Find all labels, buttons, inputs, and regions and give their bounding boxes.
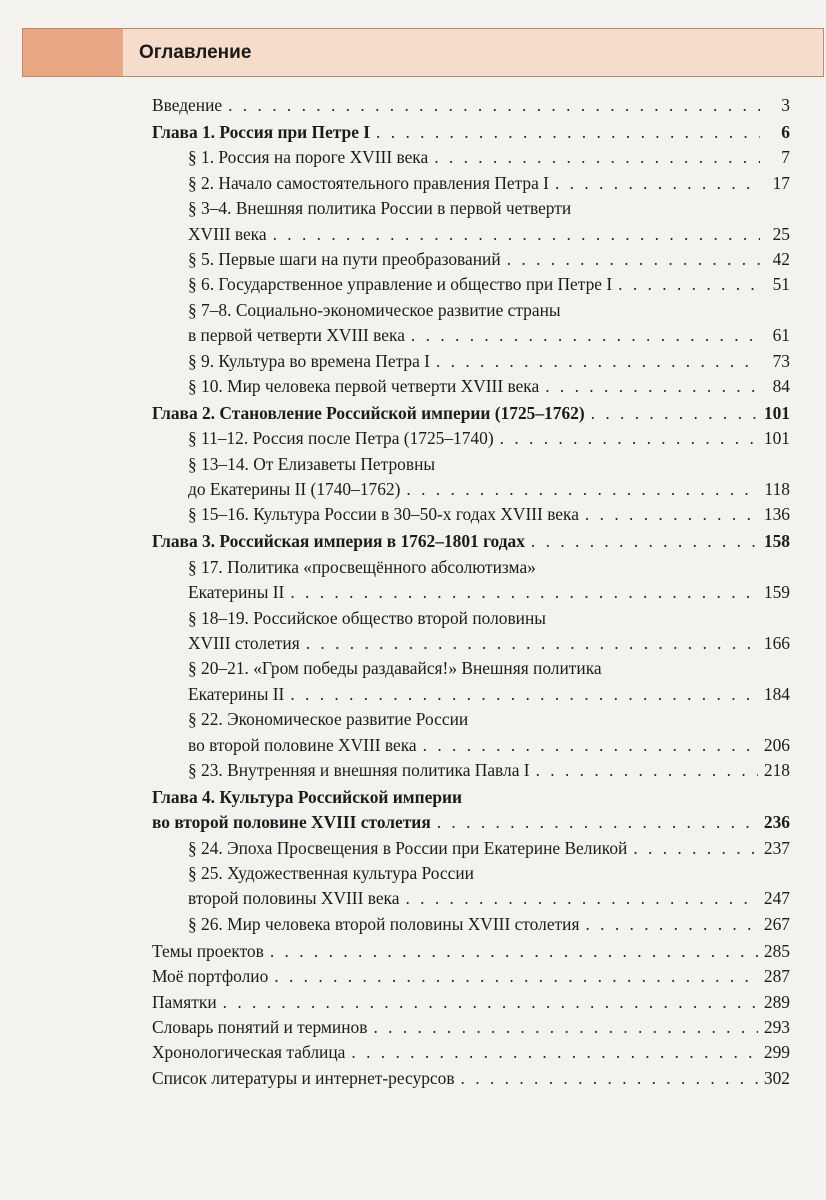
toc-leader-dots bbox=[405, 886, 757, 911]
toc-entry bbox=[152, 990, 790, 1015]
toc-entry-title: Глава 1. Россия при Петре I bbox=[152, 121, 371, 142]
toc-entry-title: второй половины XVIII века bbox=[188, 888, 400, 909]
toc-entry bbox=[152, 222, 790, 247]
toc-entry-title: § 23. Внутренняя и внешняя политика Павла I bbox=[188, 759, 530, 780]
toc-entry bbox=[152, 298, 790, 323]
toc-page-number: 159 bbox=[763, 582, 790, 603]
toc-leader-dots bbox=[406, 477, 758, 502]
toc-entry-title: § 18–19. Российское общество второй половины bbox=[188, 607, 546, 628]
toc-entry-title: до Екатерины II (1740–1762) bbox=[188, 479, 401, 500]
toc-entry bbox=[152, 964, 790, 989]
toc-entry bbox=[152, 707, 790, 732]
toc-page-number: 302 bbox=[763, 1067, 790, 1088]
toc-entry-title: § 2. Начало самостоятельного правления Петра I bbox=[188, 172, 549, 193]
toc-leader-dots bbox=[290, 682, 758, 707]
toc-entry bbox=[152, 477, 790, 502]
toc-page-number: 285 bbox=[763, 940, 790, 961]
toc-entry-title: § 11–12. Россия после Петра (1725–1740) bbox=[188, 428, 494, 449]
toc-page-number: 166 bbox=[763, 632, 790, 653]
toc-page-number: 51 bbox=[772, 274, 790, 295]
toc-entry bbox=[152, 196, 790, 221]
toc-entry bbox=[152, 401, 790, 426]
toc-entry bbox=[152, 529, 790, 554]
toc-entry-title: § 1. Россия на пороге XVIII века bbox=[188, 147, 429, 168]
toc-leader-dots bbox=[436, 349, 760, 374]
toc-leader-dots bbox=[290, 580, 758, 605]
toc-page-number: 42 bbox=[772, 248, 790, 269]
toc-entry bbox=[152, 93, 790, 118]
toc-page-number: 17 bbox=[772, 172, 790, 193]
toc-entry-title: во второй половине XVIII века bbox=[188, 734, 417, 755]
toc-entry bbox=[152, 426, 790, 451]
toc-page-number: 289 bbox=[763, 991, 790, 1012]
toc-entry-title: Словарь понятий и терминов bbox=[152, 1017, 368, 1038]
toc-entry-title: § 9. Культура во времена Петра I bbox=[188, 350, 430, 371]
page-title: Оглавление bbox=[123, 29, 823, 76]
toc-entry bbox=[152, 452, 790, 477]
toc-leader-dots bbox=[274, 964, 758, 989]
toc-entry bbox=[152, 145, 790, 170]
toc-entry bbox=[152, 555, 790, 580]
toc-page-number: 287 bbox=[763, 966, 790, 987]
toc-entry-title: XVIII века bbox=[188, 223, 267, 244]
toc-page-number: 25 bbox=[772, 223, 790, 244]
table-of-contents bbox=[152, 93, 790, 1091]
toc-leader-dots bbox=[376, 120, 760, 145]
toc-entry bbox=[152, 247, 790, 272]
toc-page-number: 184 bbox=[763, 683, 790, 704]
toc-leader-dots bbox=[423, 733, 758, 758]
toc-entry bbox=[152, 1040, 790, 1065]
toc-leader-dots bbox=[585, 912, 757, 937]
toc-leader-dots bbox=[507, 247, 760, 272]
toc-entry-title: § 13–14. От Елизаветы Петровны bbox=[188, 453, 436, 474]
toc-page-number: 6 bbox=[781, 121, 790, 142]
toc-entry bbox=[152, 502, 790, 527]
toc-entry bbox=[152, 656, 790, 681]
toc-leader-dots bbox=[555, 171, 760, 196]
toc-leader-dots bbox=[531, 529, 758, 554]
toc-page-number: 136 bbox=[763, 504, 790, 525]
toc-page-number: 206 bbox=[763, 734, 790, 755]
toc-entry-title: § 22. Экономическое развитие России bbox=[188, 709, 469, 730]
toc-leader-dots bbox=[434, 145, 760, 170]
toc-entry bbox=[152, 912, 790, 937]
toc-entry-title: § 24. Эпоха Просвещения в России при Екатерине Великой bbox=[188, 837, 628, 858]
toc-entry bbox=[152, 758, 790, 783]
toc-page-number: 299 bbox=[763, 1042, 790, 1063]
toc-entry-title: Екатерины II bbox=[188, 683, 285, 704]
toc-page-number: 158 bbox=[763, 531, 790, 552]
toc-entry bbox=[152, 785, 790, 810]
toc-leader-dots bbox=[351, 1040, 758, 1065]
toc-leader-dots bbox=[545, 374, 760, 399]
toc-page-number: 118 bbox=[764, 479, 790, 500]
toc-entry-title: Глава 3. Российская империя в 1762–1801 годах bbox=[152, 531, 525, 552]
toc-leader-dots bbox=[411, 323, 760, 348]
toc-leader-dots bbox=[228, 93, 760, 118]
toc-leader-dots bbox=[618, 272, 760, 297]
toc-entry bbox=[152, 120, 790, 145]
toc-entry bbox=[152, 886, 790, 911]
toc-page-number: 237 bbox=[763, 837, 790, 858]
toc-entry-title: § 10. Мир человека первой четверти XVIII века bbox=[188, 375, 540, 396]
toc-entry bbox=[152, 631, 790, 656]
toc-entry bbox=[152, 323, 790, 348]
toc-leader-dots bbox=[633, 836, 758, 861]
toc-leader-dots bbox=[461, 1066, 758, 1091]
toc-entry bbox=[152, 606, 790, 631]
toc-leader-dots bbox=[591, 401, 758, 426]
toc-entry bbox=[152, 1015, 790, 1040]
toc-header bbox=[22, 28, 824, 77]
toc-page-number: 73 bbox=[772, 350, 790, 371]
toc-leader-dots bbox=[273, 222, 760, 247]
toc-entry bbox=[152, 682, 790, 707]
toc-page-number: 3 bbox=[781, 95, 790, 115]
toc-entry bbox=[152, 1066, 790, 1091]
toc-entry-title: Екатерины II bbox=[188, 582, 285, 603]
toc-entry-title: § 25. Художественная культура России bbox=[188, 863, 474, 884]
toc-page-number: 101 bbox=[763, 402, 790, 423]
toc-entry-title: § 5. Первые шаги на пути преобразований bbox=[188, 248, 501, 269]
toc-entry-title: XVIII столетия bbox=[188, 632, 300, 653]
toc-entry bbox=[152, 171, 790, 196]
toc-entry-title: Глава 2. Становление Российской империи (1725–1762) bbox=[152, 402, 585, 423]
toc-entry-title: § 20–21. «Гром победы раздавайся!» Внешняя политика bbox=[188, 658, 602, 679]
toc-entry-title: § 26. Мир человека второй половины XVIII столетия bbox=[188, 913, 580, 934]
toc-entry bbox=[152, 272, 790, 297]
toc-page-number: 61 bbox=[772, 325, 790, 346]
toc-page-number: 218 bbox=[763, 759, 790, 780]
toc-entry-title: в первой четверти XVIII века bbox=[188, 325, 405, 346]
toc-leader-dots bbox=[270, 939, 758, 964]
toc-entry bbox=[152, 349, 790, 374]
toc-leader-dots bbox=[536, 758, 758, 783]
toc-leader-dots bbox=[373, 1015, 757, 1040]
toc-entry bbox=[152, 939, 790, 964]
toc-page-number: 7 bbox=[781, 147, 790, 168]
toc-entry-title: Глава 4. Культура Российской империи bbox=[152, 786, 463, 807]
toc-entry-title: Моё портфолио bbox=[152, 966, 269, 987]
toc-leader-dots bbox=[585, 502, 758, 527]
toc-entry-title: § 3–4. Внешняя политика России в первой четверти bbox=[188, 198, 572, 219]
toc-entry bbox=[152, 580, 790, 605]
toc-page-number: 236 bbox=[763, 812, 790, 833]
toc-leader-dots bbox=[437, 810, 758, 835]
toc-entry-title: Введение bbox=[152, 95, 223, 115]
toc-entry-title: § 15–16. Культура России в 30–50-х годах XVIII века bbox=[188, 504, 579, 525]
toc-page-number: 267 bbox=[763, 913, 790, 934]
toc-entry-title: § 17. Политика «просвещённого абсолютизма» bbox=[188, 556, 536, 577]
toc-entry bbox=[152, 374, 790, 399]
toc-leader-dots bbox=[223, 990, 758, 1015]
toc-leader-dots bbox=[306, 631, 758, 656]
toc-entry bbox=[152, 733, 790, 758]
toc-page-number: 293 bbox=[763, 1017, 790, 1038]
toc-entry-title: § 7–8. Социально-экономическое развитие страны bbox=[188, 299, 561, 320]
header-accent-block bbox=[23, 29, 123, 76]
toc-page-number: 84 bbox=[772, 375, 790, 396]
toc-entry bbox=[152, 861, 790, 886]
toc-entry-title: Хронологическая таблица bbox=[152, 1042, 346, 1063]
toc-entry-title: Темы проектов bbox=[152, 940, 264, 961]
toc-entry bbox=[152, 836, 790, 861]
toc-entry-title: § 6. Государственное управление и общество при Петре I bbox=[188, 274, 613, 295]
toc-page-number: 101 bbox=[763, 428, 790, 449]
toc-page-number: 247 bbox=[763, 888, 790, 909]
toc-entry-title: во второй половине XVIII столетия bbox=[152, 812, 431, 833]
toc-entry-title: Список литературы и интернет-ресурсов bbox=[152, 1067, 455, 1088]
toc-leader-dots bbox=[500, 426, 758, 451]
toc-entry bbox=[152, 810, 790, 835]
toc-entry-title: Памятки bbox=[152, 991, 217, 1012]
